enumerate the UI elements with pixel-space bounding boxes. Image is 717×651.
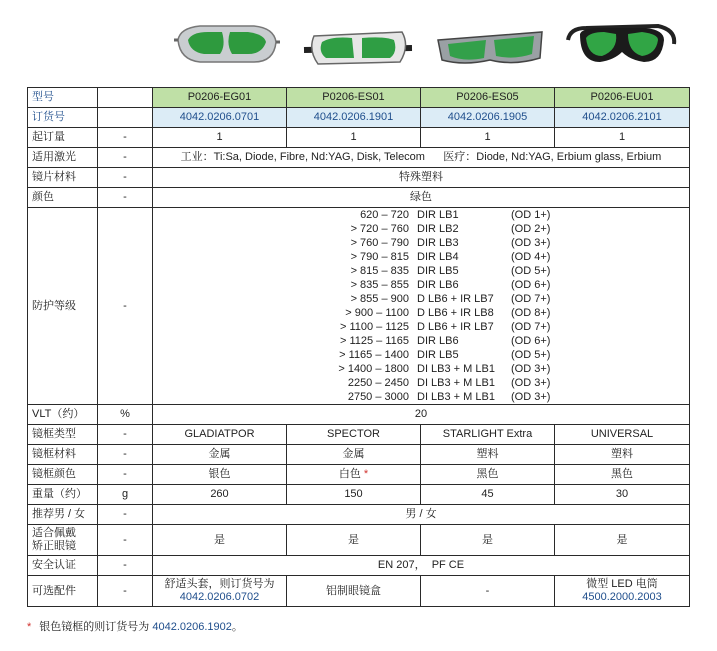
protection-od: (OD 5+) bbox=[511, 265, 551, 277]
protection-od: (OD 8+) bbox=[511, 307, 551, 319]
protection-line bbox=[315, 222, 685, 236]
row-label bbox=[28, 525, 98, 556]
protection-level: DIR LB6 bbox=[417, 335, 459, 347]
weight-cell: 150 bbox=[287, 485, 421, 505]
frame-type-cell: UNIVERSAL bbox=[555, 425, 690, 445]
moq-cell: 1 bbox=[153, 128, 287, 148]
protection-line bbox=[315, 334, 685, 348]
row-label-line: 适合佩戴 bbox=[32, 527, 76, 539]
accessory-cell bbox=[555, 576, 690, 607]
accessory-cell bbox=[153, 576, 287, 607]
row-label: 适用激光 bbox=[28, 148, 98, 168]
footnote-text: 银色镜框的则订货号为 bbox=[39, 621, 150, 633]
row-label: 镜框类型 bbox=[28, 425, 98, 445]
protection-level: D LB6 + IR LB7 bbox=[417, 321, 494, 333]
vlt-cell: 20 bbox=[153, 405, 690, 425]
moq-cell: 1 bbox=[555, 128, 690, 148]
protection-line bbox=[315, 208, 685, 222]
protection-range: > 1125 – 1165 bbox=[339, 335, 409, 347]
row-unit bbox=[98, 108, 153, 128]
row-certification bbox=[28, 556, 690, 576]
protection-od: (OD 3+) bbox=[511, 363, 551, 375]
row-frame-color bbox=[28, 465, 690, 485]
protection-level: DIR LB6 bbox=[417, 279, 459, 291]
order-number-cell: 4042.0206.1905 bbox=[421, 108, 555, 128]
color-cell: 绿色 bbox=[153, 188, 690, 208]
row-unit: - bbox=[98, 208, 153, 405]
frame-type-cell: SPECTOR bbox=[287, 425, 421, 445]
protection-line bbox=[315, 292, 685, 306]
row-unit: - bbox=[98, 148, 153, 168]
row-label: 防护等级 bbox=[28, 208, 98, 405]
row-label: 推荐男 / 女 bbox=[28, 505, 98, 525]
footnote-mark: * bbox=[363, 468, 369, 480]
protection-od: (OD 4+) bbox=[511, 251, 551, 263]
protection-level: DI LB3 + M LB1 bbox=[417, 391, 495, 403]
model-cell: P0206-EG01 bbox=[153, 88, 287, 108]
product-images bbox=[0, 0, 717, 86]
frame-color-value: 白色 bbox=[338, 468, 361, 480]
glasses-cell: 是 bbox=[555, 525, 690, 556]
accessory-order-number: 4500.2000.2003 bbox=[582, 591, 662, 603]
laser-cell: 工业：Ti:Sa, Diode, Fibre, Nd:YAG, Disk, Telecom 医疗：Diode, Nd:YAG, Erbium glass, Erbium bbox=[153, 148, 690, 168]
goggle-black-wrap-icon bbox=[566, 10, 678, 80]
frame-material-cell: 塑料 bbox=[421, 445, 555, 465]
protection-line bbox=[315, 376, 685, 390]
protection-level: DI LB3 + M LB1 bbox=[417, 377, 495, 389]
protection-level: DIR LB5 bbox=[417, 349, 459, 361]
frame-type-cell: STARLIGHT Extra bbox=[421, 425, 555, 445]
frame-material-cell: 金属 bbox=[287, 445, 421, 465]
protection-line bbox=[315, 306, 685, 320]
row-unit: - bbox=[98, 445, 153, 465]
weight-cell: 45 bbox=[421, 485, 555, 505]
order-number-cell: 4042.0206.1901 bbox=[287, 108, 421, 128]
goggle-black-icon bbox=[434, 10, 546, 80]
row-corrective-glasses bbox=[28, 525, 690, 556]
accessory-order-number: 4042.0206.0702 bbox=[179, 591, 260, 603]
protection-range: 620 – 720 bbox=[360, 209, 409, 221]
protection-line bbox=[315, 320, 685, 334]
protection-level: DIR LB2 bbox=[417, 223, 459, 235]
glasses-cell: 是 bbox=[287, 525, 421, 556]
weight-cell: 30 bbox=[555, 485, 690, 505]
accessory-cell: - bbox=[421, 576, 555, 607]
row-unit: - bbox=[98, 425, 153, 445]
protection-od: (OD 2+) bbox=[511, 223, 551, 235]
accessory-text: 微型 LED 电筒 bbox=[586, 578, 658, 590]
row-gender bbox=[28, 505, 690, 525]
gender-cell: 男 / 女 bbox=[153, 505, 690, 525]
goggle-white-icon bbox=[302, 10, 414, 80]
frame-type-cell: GLADIATPOR bbox=[153, 425, 287, 445]
row-order-number bbox=[28, 108, 690, 128]
frame-color-cell: 黑色 bbox=[555, 465, 690, 485]
row-label: 可选配件 bbox=[28, 576, 98, 607]
row-unit: g bbox=[98, 485, 153, 505]
protection-cell bbox=[153, 208, 690, 405]
weight-cell: 260 bbox=[153, 485, 287, 505]
protection-od: (OD 3+) bbox=[511, 237, 551, 249]
protection-line bbox=[315, 250, 685, 264]
spec-table bbox=[27, 87, 690, 607]
row-unit: - bbox=[98, 465, 153, 485]
protection-level: DIR LB5 bbox=[417, 265, 459, 277]
protection-od: (OD 5+) bbox=[511, 349, 551, 361]
protection-range: > 1100 – 1125 bbox=[339, 321, 409, 333]
footnote-order-number: 4042.0206.1902 bbox=[152, 621, 232, 633]
row-frame-material bbox=[28, 445, 690, 465]
row-label: 订货号 bbox=[28, 108, 98, 128]
row-label: 颜色 bbox=[28, 188, 98, 208]
protection-range: > 790 – 815 bbox=[350, 251, 409, 263]
protection-level: D LB6 + IR LB7 bbox=[417, 293, 494, 305]
row-unit: % bbox=[98, 405, 153, 425]
row-laser bbox=[28, 148, 690, 168]
protection-range: > 1400 – 1800 bbox=[338, 363, 409, 375]
moq-cell: 1 bbox=[421, 128, 555, 148]
protection-line bbox=[315, 278, 685, 292]
protection-range: 2750 – 3000 bbox=[347, 391, 409, 403]
row-unit: - bbox=[98, 188, 153, 208]
frame-color-cell: 银色 bbox=[153, 465, 287, 485]
row-unit: - bbox=[98, 128, 153, 148]
order-number-cell: 4042.0206.2101 bbox=[555, 108, 690, 128]
model-cell: P0206-EU01 bbox=[555, 88, 690, 108]
protection-od: (OD 7+) bbox=[511, 321, 551, 333]
row-label: 镜框材料 bbox=[28, 445, 98, 465]
row-unit bbox=[98, 88, 153, 108]
certification-cell: EN 207， PF CE bbox=[153, 556, 690, 576]
frame-color-cell: 黑色 bbox=[421, 465, 555, 485]
protection-od: (OD 1+) bbox=[511, 209, 551, 221]
protection-od: (OD 7+) bbox=[511, 293, 551, 305]
model-cell: P0206-ES05 bbox=[421, 88, 555, 108]
accessory-text: 舒适头套，则订货号为 bbox=[164, 578, 275, 590]
frame-material-cell: 塑料 bbox=[555, 445, 690, 465]
row-color bbox=[28, 188, 690, 208]
protection-line bbox=[315, 348, 685, 362]
protection-range: > 720 – 760 bbox=[350, 223, 409, 235]
moq-cell: 1 bbox=[287, 128, 421, 148]
protection-line bbox=[315, 362, 685, 376]
protection-range: > 760 – 790 bbox=[350, 237, 409, 249]
protection-line bbox=[315, 264, 685, 278]
protection-od: (OD 6+) bbox=[511, 279, 551, 291]
row-label: 起订量 bbox=[28, 128, 98, 148]
protection-od: (OD 3+) bbox=[511, 377, 551, 389]
protection-range: > 815 – 835 bbox=[350, 265, 409, 277]
lens-material-cell: 特殊塑料 bbox=[153, 168, 690, 188]
protection-range: 2250 – 2450 bbox=[347, 377, 409, 389]
protection-range: > 835 – 855 bbox=[350, 279, 409, 291]
protection-line bbox=[315, 236, 685, 250]
protection-line bbox=[315, 390, 685, 404]
protection-od: (OD 6+) bbox=[511, 335, 551, 347]
glasses-cell: 是 bbox=[421, 525, 555, 556]
row-lens-material bbox=[28, 168, 690, 188]
footnote-end: 。 bbox=[231, 621, 243, 633]
protection-list bbox=[315, 208, 685, 404]
row-moq bbox=[28, 128, 690, 148]
protection-range: > 900 – 1100 bbox=[345, 307, 409, 319]
footnote bbox=[27, 618, 243, 634]
order-number-cell: 4042.0206.0701 bbox=[153, 108, 287, 128]
glasses-cell: 是 bbox=[153, 525, 287, 556]
footnote-mark: * bbox=[27, 621, 32, 633]
protection-level: D LB6 + IR LB8 bbox=[417, 307, 494, 319]
row-label-line: 矫正眼镜 bbox=[32, 540, 76, 552]
row-model bbox=[28, 88, 690, 108]
row-label: 镜框颜色 bbox=[28, 465, 98, 485]
row-label: 重量（约） bbox=[28, 485, 98, 505]
protection-range: > 855 – 900 bbox=[350, 293, 409, 305]
row-weight bbox=[28, 485, 690, 505]
protection-od: (OD 3+) bbox=[511, 391, 551, 403]
row-vlt bbox=[28, 405, 690, 425]
row-label: 安全认证 bbox=[28, 556, 98, 576]
row-unit: - bbox=[98, 556, 153, 576]
row-unit: - bbox=[98, 168, 153, 188]
row-accessories bbox=[28, 576, 690, 607]
row-unit: - bbox=[98, 505, 153, 525]
goggle-silver-icon bbox=[170, 10, 282, 80]
accessory-cell: 铝制眼镜盒 bbox=[287, 576, 421, 607]
row-unit: - bbox=[98, 525, 153, 556]
frame-material-cell: 金属 bbox=[153, 445, 287, 465]
row-unit: - bbox=[98, 576, 153, 607]
protection-level: DIR LB3 bbox=[417, 237, 459, 249]
row-label: 镜片材料 bbox=[28, 168, 98, 188]
row-label: 型号 bbox=[28, 88, 98, 108]
row-protection bbox=[28, 208, 690, 405]
protection-level: DIR LB4 bbox=[417, 251, 459, 263]
row-label: VLT（约） bbox=[28, 405, 98, 425]
protection-level: DI LB3 + M LB1 bbox=[417, 363, 495, 375]
protection-level: DIR LB1 bbox=[417, 209, 459, 221]
model-cell: P0206-ES01 bbox=[287, 88, 421, 108]
protection-range: > 1165 – 1400 bbox=[339, 349, 409, 361]
row-frame-type bbox=[28, 425, 690, 445]
frame-color-cell bbox=[287, 465, 421, 485]
